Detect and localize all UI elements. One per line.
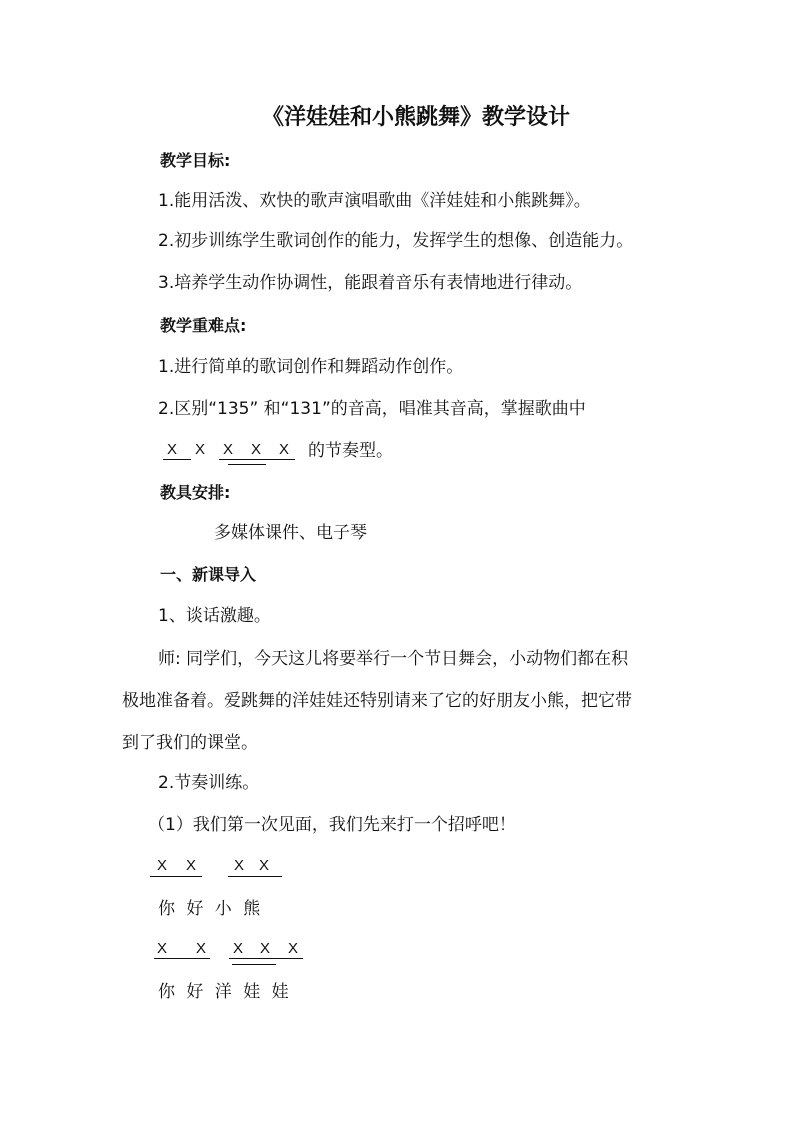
goal-item-2: 2.初步训练学生歌词创作的能力，发挥学生的想像、创造能力。 bbox=[158, 231, 634, 251]
rhythm-note: X bbox=[234, 857, 245, 874]
rhythm-note: X bbox=[233, 940, 244, 957]
key-point-item-2: 2.区别“135” 和“131”的音高，唱准其音高，掌握歌曲中 bbox=[158, 399, 586, 419]
sub-step-1: （1）我们第一次见面，我们先来打一个招呼吧！ bbox=[148, 815, 516, 835]
rhythm-underline bbox=[229, 958, 303, 959]
rhythm-underline bbox=[163, 459, 191, 460]
lyric-line-1: 你 好 小 熊 bbox=[158, 899, 264, 919]
tools-heading: 教具安排: bbox=[160, 483, 231, 502]
rhythm-note: X bbox=[251, 441, 262, 458]
rhythm-note: X bbox=[260, 940, 271, 957]
goal-item-3: 3.培养学生动作协调性，能跟着音乐有表情地进行律动。 bbox=[158, 273, 583, 293]
document-title: 《洋娃娃和小熊跳舞》教学设计 bbox=[262, 105, 571, 130]
rhythm-note: X bbox=[288, 940, 299, 957]
rhythm-underline bbox=[228, 464, 266, 465]
step-2: 2.节奏训练。 bbox=[158, 773, 260, 793]
step-1: 1、谈话激趣。 bbox=[158, 606, 271, 626]
rhythm-underline bbox=[154, 958, 210, 959]
rhythm-note: X bbox=[195, 441, 206, 458]
rhythm-underline bbox=[228, 876, 282, 877]
lyric-line-2: 你 好 洋 娃 娃 bbox=[158, 982, 292, 1002]
rhythm-note: X bbox=[196, 940, 207, 957]
rhythm-note: X bbox=[157, 857, 168, 874]
rhythm-note: X bbox=[167, 441, 178, 458]
tools-text: 多媒体课件、电子琴 bbox=[214, 523, 367, 543]
rhythm-underline bbox=[150, 876, 202, 877]
paragraph-line-2: 极地准备着。爱跳舞的洋娃娃还特别请来了它的好朋友小熊，把它带 bbox=[122, 691, 632, 711]
rhythm-note: X bbox=[157, 940, 168, 957]
rhythm-suffix: 的节奏型。 bbox=[308, 441, 393, 461]
rhythm-note: X bbox=[186, 857, 197, 874]
key-points-heading: 教学重难点: bbox=[160, 316, 247, 335]
rhythm-note: X bbox=[279, 441, 290, 458]
paragraph-line-3: 到了我们的课堂。 bbox=[122, 733, 258, 753]
section-heading-intro: 一、新课导入 bbox=[160, 565, 257, 584]
key-point-item-1: 1.进行简单的歌词创作和舞蹈动作创作。 bbox=[158, 357, 464, 377]
rhythm-underline bbox=[219, 459, 295, 460]
rhythm-underline bbox=[232, 964, 276, 965]
goals-heading: 教学目标: bbox=[160, 151, 231, 170]
paragraph-line-1: 师: 同学们，今天这儿将要举行一个节日舞会，小动物们都在积 bbox=[158, 649, 629, 669]
goal-item-1: 1.能用活泼、欢快的歌声演唱歌曲《洋娃娃和小熊跳舞》。 bbox=[158, 191, 591, 211]
rhythm-note: X bbox=[223, 441, 234, 458]
rhythm-note: X bbox=[259, 857, 270, 874]
